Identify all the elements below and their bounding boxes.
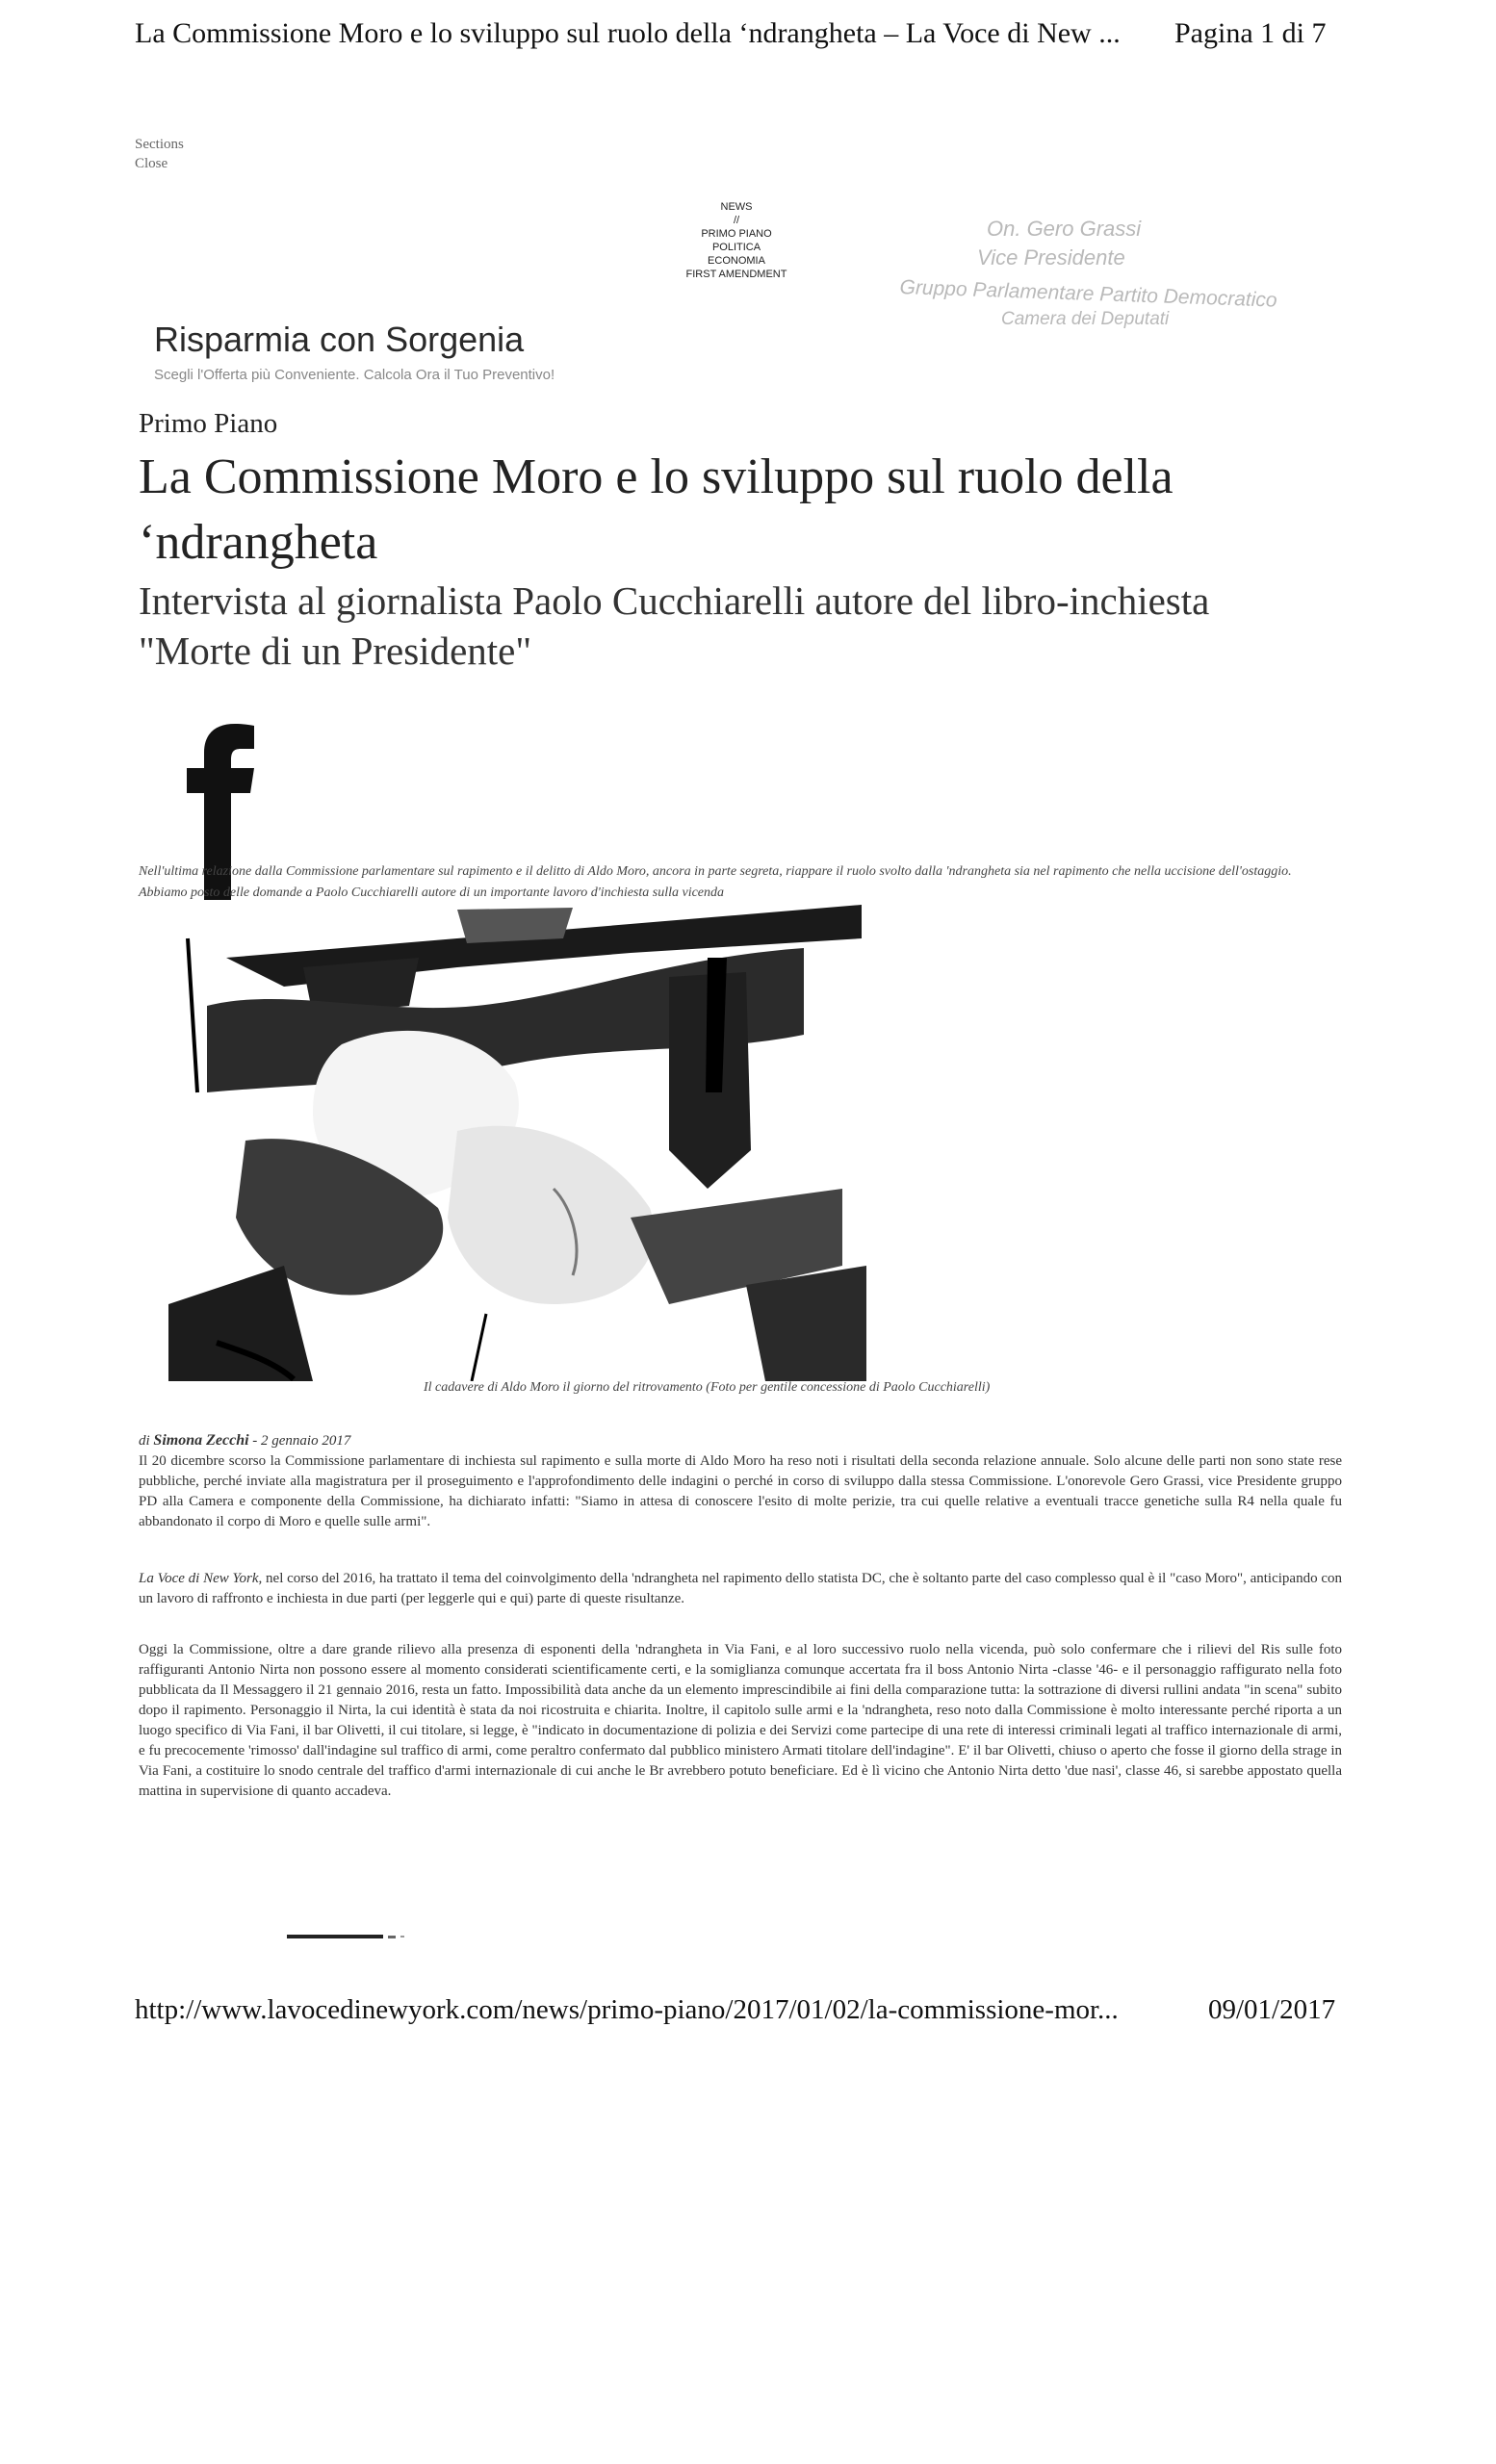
article-headline: La Commissione Moro e lo sviluppo sul ruolo della ‘ndrangheta [139,449,1174,570]
menu-item-first-amendment[interactable]: FIRST AMENDMENT [685,269,787,280]
watermark-line-3: Gruppo Parlamentare Partito Democratico [899,276,1277,312]
print-footer-url: http://www.lavocedinewyork.com/news/primo-piano/2017/01/02/la-commissione-mor... [135,1994,1119,2025]
menu-item-primo-piano[interactable]: PRIMO PIANO [701,228,772,240]
watermark-line-1: On. Gero Grassi [987,217,1142,241]
article-intro: Nell'ultima relazione dalla Commissione parlamentare sul rapimento e il delitto di Aldo Moro, ancora in parte segreta, riappare il ruolo svolto dalla 'ndrangheta sia nel rapimento che nella uccisione dell'ostaggio. Abbiamo posto delle domande a Paolo Cucchiarelli autore di un importante lavoro d'inchiesta sulla vicenda [139,864,1292,900]
menu-item-economia[interactable]: ECONOMIA [708,255,765,267]
print-page-indicator: Pagina 1 di 7 [1174,17,1327,49]
watermark-line-4: Camera dei Deputati [1001,309,1170,329]
menu-item-news[interactable]: NEWS [720,201,753,213]
sections-link[interactable]: Sections [135,137,184,152]
site-nav [135,135,184,173]
ad-title[interactable]: Risparmia con Sorgenia [154,320,525,359]
article-photo [168,900,866,1381]
watermark-stamp [886,217,1328,346]
close-link[interactable]: Close [135,156,168,171]
article-paragraph-3: Oggi la Commissione, oltre a dare grande rilievo alla presenza di esponenti della 'ndrangheta in Via Fani, e al loro successivo ruolo nella vicenda, può solo confermare che i rilievi del Ris sulle foto raffiguranti Antonio Nirta non possono essere al momento considerati scientificamente certi, e la somiglianza comunque accertata fra il boss Antonio Nirta -classe '46- e il personaggio raffigurato nella foto pubblicata da Il Messaggero il 21 gennaio 2016, resta un fatto. Impossibilità data anche da un elemento imprescindibile ai fini della comparazione tutta: la sottrazione di diversi rullini andata "in scena" subito dopo il rapimento. Personaggio il Nirta, la cui identità è stata da noi ricostruita e chiarita. Inoltre, il capitolo sulle armi e la 'ndrangheta, reso noto dalla Commissione è molto interessante perché riporta a un luogo specifico di Via Fani, il bar Olivetti, il cui titolare, si legge, è "indicato in documentazione di polizia e dei Servizi come partecipe di una rete di interessi criminali legati al traffico internazionale di armi, e fu precocemente 'rimosso' dall'indagine sul traffico di armi, come peraltro confermato dal pubblico ministero Armati titolare dell'indagine". E' il bar Olivetti, chiuso o aperto che fosse il giorno della strage in Via Fani, a costituire lo snodo centrale del traffico d'armi internazionale di cui anche le Br avrebbero potuto beneficiare. Ed è lì vicino che Antonio Nirta detto 'due nasi', classe 46, si sarebbe appostato quella mattina in supervisione di quanto accadeva. [139,1642,1342,1799]
menu-separator: // [733,215,740,226]
scan-artifact [287,1927,412,1933]
author-link[interactable]: Simona Zecchi [153,1432,249,1449]
byline-prefix: di [139,1433,150,1449]
watermark-line-2: Vice Presidente [977,245,1125,270]
ad-subtitle[interactable]: Scegli l'Offerta più Conveniente. Calcola Ora il Tuo Preventivo! [154,367,555,383]
publication-name: La Voce di New York, [139,1571,263,1586]
photo-caption: Il cadavere di Aldo Moro il giorno del ritrovamento (Foto per gentile concessione di Paolo Cucchiarelli) [424,1380,991,1395]
article-byline [139,1432,350,1450]
menu-item-politica[interactable]: POLITICA [711,242,761,253]
paragraph-2-text: nel corso del 2016, ha trattato il tema del coinvolgimento della 'ndrangheta nel rapimento dello statista DC, che è soltanto parte del caso complesso qual è il "caso Moro", anticipando con un lavoro di raffronto e inchiesta in due parti (per leggerle qui e qui) parte di queste risultanze. [139,1571,1343,1606]
article-paragraph-2 [139,1569,1342,1609]
section-menu [664,200,809,281]
article-paragraph-1: Il 20 dicembre scorso la Commissione parlamentare di inchiesta sul rapimento e sulla morte di Aldo Moro ha reso noti i risultati della seconda relazione annuale. Solo alcune delle parti non sono state rese pubbliche, perché inviate alla magistratura per il proseguimento e l'approfondimento delle indagini o perché in corso di sviluppo dalla stessa Commissione. L'onorevole Gero Grassi, vice Presidente gruppo PD alla Camera e componente della Commissione, ha dichiarato infatti: "Siamo in attesa di conoscere l'esito di molte perizie, tra cui quelle relative a eventuali tracce genetiche sulla R4 nella quale fu abbandonato il corpo di Moro e quelle sulle armi". [139,1453,1342,1529]
print-header-title: La Commissione Moro e lo sviluppo sul ruolo della ‘ndrangheta – La Voce di New ... [135,17,1121,49]
section-label[interactable]: Primo Piano [139,408,278,439]
article-subheadline: Intervista al giornalista Paolo Cucchiarelli autore del libro-inchiesta "Morte di un Presidente" [139,578,1210,673]
article-date: - 2 gennaio 2017 [252,1433,351,1449]
print-footer-date: 09/01/2017 [1208,1994,1336,2025]
